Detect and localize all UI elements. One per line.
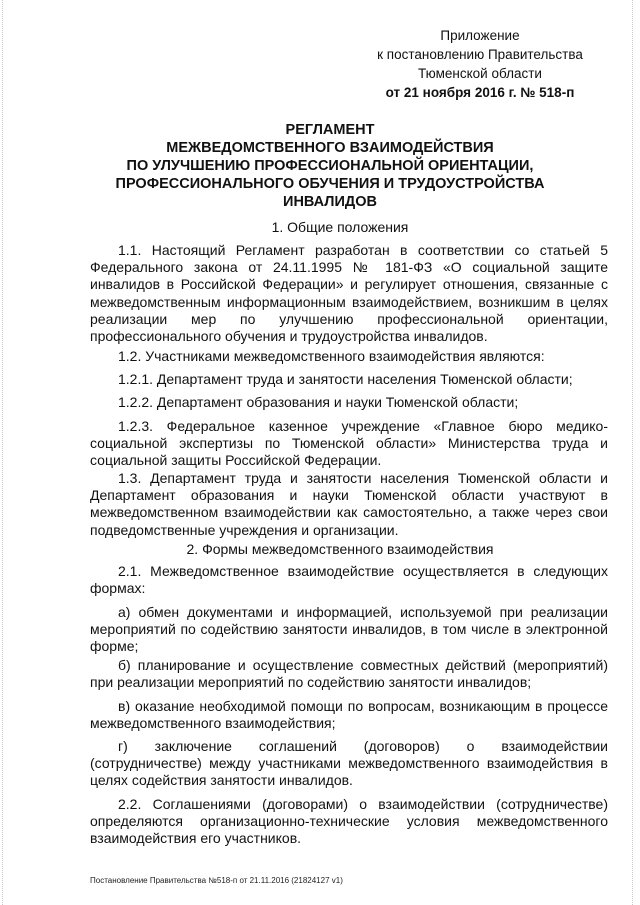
appendix-line: Тюменской области bbox=[418, 66, 542, 81]
appendix-date-number: от 21 ноября 2016 г. № 518-п bbox=[385, 85, 575, 100]
title-line: РЕГЛАМЕНТ bbox=[285, 122, 375, 138]
page-footer: Постановление Правительства №518-п от 21.11.2016 (21824127 v1) bbox=[90, 876, 343, 885]
appendix-line: к постановлению Правительства bbox=[377, 47, 583, 62]
section-heading-2: 2. Формы межведомственного взаимодействия bbox=[186, 541, 494, 557]
scan-edge-right bbox=[632, 0, 634, 905]
paragraph-1-2-1: 1.2.1. Департамент труда и занятости населения Тюменской области; bbox=[118, 371, 573, 387]
title-line: МЕЖВЕДОМСТВЕННОГО ВЗАИМОДЕЙСТВИЯ bbox=[166, 140, 494, 156]
title-line: ИНВАЛИДОВ bbox=[283, 194, 377, 210]
appendix-line: Приложение bbox=[440, 28, 520, 43]
scan-edge-left bbox=[2, 0, 4, 905]
paragraph-2-1-a: а) обмен документами и информацией, используемой при реализации мероприятий по содействию занятости инвалидов, в том числе в электронной форме; bbox=[90, 604, 608, 655]
title-line: ПО УЛУЧШЕНИЮ ПРОФЕССИОНАЛЬНОЙ ОРИЕНТАЦИИ, bbox=[126, 158, 534, 174]
paragraph-1-1: 1.1. Настоящий Регламент разработан в соответствии со статьей 5 Федерального закона от 24.11.1995 № 181-ФЗ «О социальной защите инвалидов в Российской Федерации» и регулирует отношения, связанные с межведомственным информационным взаимодействием, возникшим в целях реализации мер по улучшению профессиональной ориентации, профессионального обучения и трудоустройства инвалидов. bbox=[90, 242, 608, 345]
paragraph-1-3: 1.3. Департамент труда и занятости населения Тюменской области и Департамент образования и науки Тюменской области участвуют в межведомственном взаимодействии как самостоятельно, а также через свои подведомственные учреждения и организации. bbox=[90, 470, 608, 538]
paragraph-1-2-2: 1.2.2. Департамент образования и науки Тюменской области; bbox=[118, 394, 519, 410]
paragraph-2-1-g: г) заключение соглашений (договоров) о взаимодействии (сотрудничестве) между участниками межведомственного взаимодействия в целях содействия занятости инвалидов. bbox=[90, 738, 608, 789]
paragraph-2-1: 2.1. Межведомственное взаимодействие осуществляется в следующих формах: bbox=[90, 563, 608, 597]
paragraph-1-2: 1.2. Участниками межведомственного взаимодействия являются: bbox=[118, 348, 545, 364]
paragraph-2-1-v: в) оказание необходимой помощи по вопросам, возникающим в процессе межведомственного взаимодействия; bbox=[90, 698, 608, 732]
section-heading-1: 1. Общие положения bbox=[271, 219, 409, 235]
paragraph-2-2: 2.2. Соглашениями (договорами) о взаимодействии (сотрудничестве) определяются организационно-технические условия межведомственного взаимодействия его участников. bbox=[90, 796, 608, 847]
paragraph-1-2-3: 1.2.3. Федеральное казенное учреждение «Главное бюро медико-социальной экспертизы по Тюменской области» Министерства труда и социальной защиты Российской Федерации. bbox=[90, 418, 608, 469]
appendix-header bbox=[330, 26, 630, 102]
document-title bbox=[60, 121, 600, 211]
paragraph-2-1-b: б) планирование и осуществление совместных действий (мероприятий) при реализации мероприятий по содействию занятости инвалидов; bbox=[90, 657, 608, 691]
title-line: ПРОФЕССИОНАЛЬНОГО ОБУЧЕНИЯ И ТРУДОУСТРОЙСТВА bbox=[115, 176, 545, 192]
